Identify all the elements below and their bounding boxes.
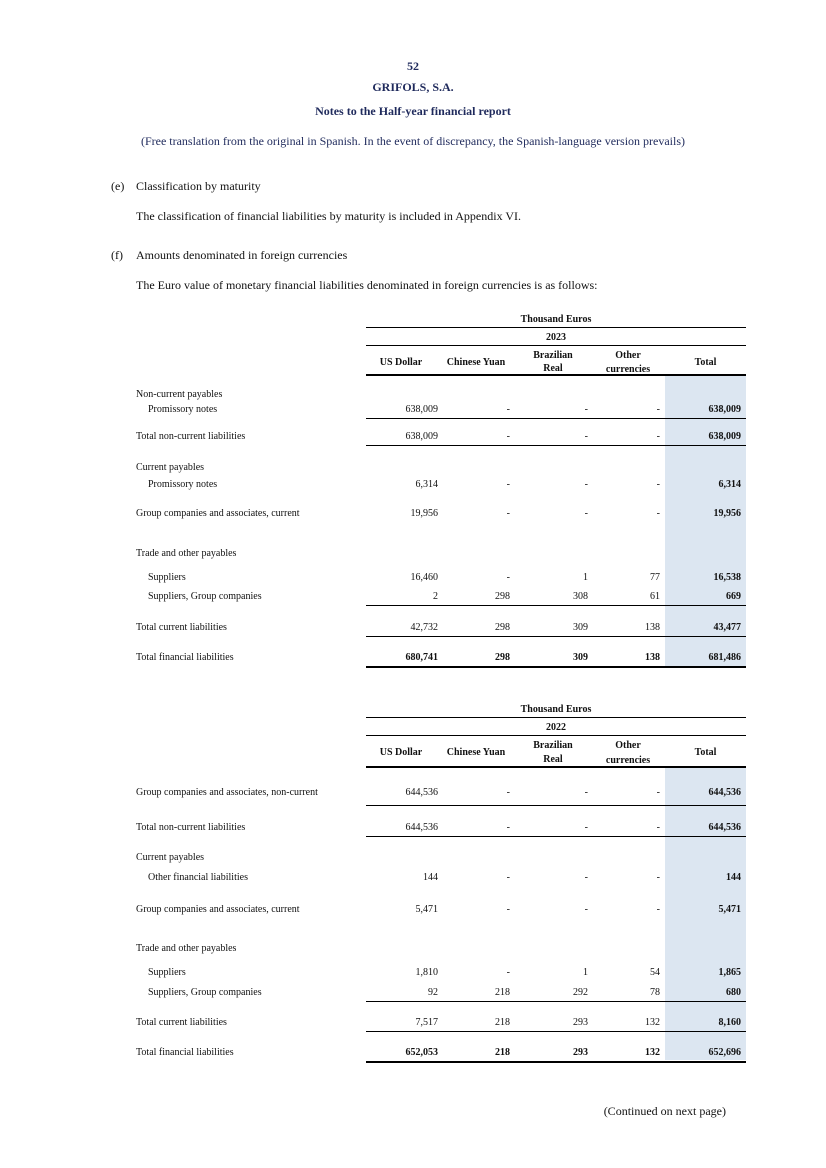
- cell-other: 132: [645, 1047, 660, 1058]
- cell-cny: -: [506, 822, 510, 833]
- year-header: 2022: [546, 722, 566, 733]
- cell-total: 144: [726, 872, 741, 883]
- col-cny: Chinese Yuan: [446, 747, 506, 758]
- cell-other: 138: [645, 622, 660, 633]
- col-total: Total: [694, 357, 717, 368]
- divider: [366, 636, 746, 637]
- divider: [366, 445, 746, 446]
- cell-brl: -: [584, 431, 588, 442]
- row-heading: Trade and other payables: [136, 943, 237, 954]
- divider: [366, 766, 746, 768]
- cell-cny: -: [506, 967, 510, 978]
- divider: [366, 666, 746, 668]
- cell-other: 138: [645, 652, 660, 663]
- cell-total: 644,536: [708, 822, 741, 833]
- col-brl-1: Brazilian: [533, 740, 573, 751]
- company-name: GRIFOLS, S.A.: [372, 80, 454, 94]
- section-e-letter: (e): [111, 179, 125, 193]
- cell-other: -: [656, 508, 660, 519]
- cell-cny: 218: [495, 987, 510, 998]
- report-title: Notes to the Half-year financial report: [315, 104, 511, 118]
- cell-cny: -: [506, 787, 510, 798]
- cell-cny: -: [506, 508, 510, 519]
- section-f-body: The Euro value of monetary financial liabilities denominated in foreign currencies is as follows:: [136, 278, 598, 292]
- cell-other: -: [656, 404, 660, 415]
- cell-cny: -: [506, 872, 510, 883]
- divider: [366, 1031, 746, 1032]
- col-usd: US Dollar: [379, 357, 423, 368]
- row-label: Total current liabilities: [136, 1017, 227, 1028]
- row-label: Group companies and associates, non-current: [136, 787, 318, 798]
- cell-cny: -: [506, 404, 510, 415]
- cell-cny: 218: [495, 1017, 510, 1028]
- row-label: Promissory notes: [148, 479, 218, 490]
- cell-brl: -: [584, 904, 588, 915]
- cell-brl: 1: [583, 572, 588, 583]
- col-other-1: Other: [615, 740, 641, 751]
- cell-total: 638,009: [708, 431, 741, 442]
- col-cny: Chinese Yuan: [446, 357, 506, 368]
- row-label: Total non-current liabilities: [136, 431, 246, 442]
- cell-total: 644,536: [708, 787, 741, 798]
- cell-brl: -: [584, 508, 588, 519]
- cell-total: 669: [726, 591, 741, 602]
- row-label: Group companies and associates, current: [136, 904, 300, 915]
- row-heading: Non-current payables: [136, 389, 223, 400]
- section-f-title: Amounts denominated in foreign currencies: [136, 248, 348, 262]
- cell-total: 43,477: [713, 622, 741, 633]
- cell-usd: 2: [433, 591, 438, 602]
- unit-header: Thousand Euros: [520, 314, 592, 325]
- cell-brl: 309: [573, 652, 588, 663]
- cell-usd: 680,741: [405, 652, 438, 663]
- cell-usd: 19,956: [410, 508, 438, 519]
- cell-total: 6,314: [718, 479, 741, 490]
- col-total: Total: [694, 747, 717, 758]
- cell-other: 77: [650, 572, 660, 583]
- year-header: 2023: [546, 332, 566, 343]
- cell-usd: 638,009: [405, 404, 438, 415]
- cell-cny: -: [506, 904, 510, 915]
- cell-total: 1,865: [718, 967, 741, 978]
- cell-brl: -: [584, 479, 588, 490]
- divider: [366, 605, 746, 606]
- row-heading: Current payables: [136, 462, 205, 473]
- cell-total: 19,956: [713, 508, 741, 519]
- cell-usd: 42,732: [410, 622, 438, 633]
- cell-cny: 298: [495, 622, 510, 633]
- section-e-title: Classification by maturity: [136, 179, 261, 193]
- divider: [366, 836, 746, 837]
- cell-other: 132: [645, 1017, 660, 1028]
- cell-total: 16,538: [713, 572, 741, 583]
- cell-usd: 6,314: [415, 479, 438, 490]
- cell-usd: 644,536: [405, 787, 438, 798]
- col-brl-2: Real: [543, 363, 563, 374]
- cell-brl: -: [584, 787, 588, 798]
- col-brl-2: Real: [543, 754, 563, 765]
- cell-cny: -: [506, 572, 510, 583]
- cell-total: 652,696: [708, 1047, 741, 1058]
- divider: [366, 805, 746, 806]
- continued-note: (Continued on next page): [603, 1104, 726, 1118]
- row-label: Total financial liabilities: [136, 1047, 234, 1058]
- cell-brl: 292: [573, 987, 588, 998]
- row-label: Suppliers: [148, 572, 186, 583]
- row-label: Promissory notes: [148, 404, 218, 415]
- unit-header: Thousand Euros: [520, 704, 592, 715]
- cell-other: -: [656, 822, 660, 833]
- cell-total: 8,160: [718, 1017, 741, 1028]
- cell-brl: 293: [573, 1017, 588, 1028]
- cell-usd: 16,460: [410, 572, 438, 583]
- cell-other: -: [656, 431, 660, 442]
- divider: [366, 327, 746, 328]
- row-label: Total current liabilities: [136, 622, 227, 633]
- cell-cny: -: [506, 431, 510, 442]
- cell-other: 54: [650, 967, 660, 978]
- row-label: Suppliers, Group companies: [148, 987, 262, 998]
- cell-brl: 293: [573, 1047, 588, 1058]
- row-label: Other financial liabilities: [148, 872, 248, 883]
- cell-other: 61: [650, 591, 660, 602]
- row-heading: Current payables: [136, 852, 205, 863]
- section-f-letter: (f): [111, 248, 123, 262]
- cell-other: -: [656, 479, 660, 490]
- cell-usd: 638,009: [405, 431, 438, 442]
- divider: [366, 735, 746, 736]
- divider: [366, 1001, 746, 1002]
- col-brl-1: Brazilian: [533, 350, 573, 361]
- cell-cny: -: [506, 479, 510, 490]
- cell-usd: 644,536: [405, 822, 438, 833]
- row-label: Suppliers, Group companies: [148, 591, 262, 602]
- cell-brl: 1: [583, 967, 588, 978]
- translation-note: (Free translation from the original in Spanish. In the event of discrepancy, the Spanish-language version prevails): [140, 134, 686, 148]
- row-label: Total non-current liabilities: [136, 822, 246, 833]
- page-number: 52: [407, 59, 419, 73]
- cell-usd: 652,053: [405, 1047, 438, 1058]
- divider: [366, 418, 746, 419]
- row-heading: Trade and other payables: [136, 548, 237, 559]
- cell-cny: 298: [495, 591, 510, 602]
- row-label: Total financial liabilities: [136, 652, 234, 663]
- cell-brl: -: [584, 404, 588, 415]
- divider: [366, 374, 746, 376]
- cell-usd: 92: [428, 987, 438, 998]
- cell-other: -: [656, 787, 660, 798]
- cell-brl: 309: [573, 622, 588, 633]
- row-label: Group companies and associates, current: [136, 508, 300, 519]
- cell-total: 681,486: [708, 652, 741, 663]
- cell-other: -: [656, 904, 660, 915]
- divider: [366, 717, 746, 718]
- cell-brl: -: [584, 822, 588, 833]
- cell-total: 5,471: [718, 904, 741, 915]
- divider: [366, 345, 746, 346]
- row-label: Suppliers: [148, 967, 186, 978]
- cell-total: 638,009: [708, 404, 741, 415]
- col-other-1: Other: [615, 350, 641, 361]
- col-other-2: currencies: [605, 364, 651, 375]
- cell-other: -: [656, 872, 660, 883]
- col-other-2: currencies: [605, 755, 651, 766]
- col-usd: US Dollar: [379, 747, 423, 758]
- cell-total: 680: [726, 987, 741, 998]
- section-e-body: The classification of financial liabilities by maturity is included in Appendix VI.: [136, 209, 522, 223]
- cell-usd: 1,810: [415, 967, 438, 978]
- divider: [366, 1061, 746, 1063]
- cell-cny: 218: [495, 1047, 510, 1058]
- cell-brl: -: [584, 872, 588, 883]
- cell-usd: 144: [423, 872, 438, 883]
- cell-usd: 7,517: [415, 1017, 438, 1028]
- cell-brl: 308: [573, 591, 588, 602]
- cell-cny: 298: [495, 652, 510, 663]
- cell-other: 78: [650, 987, 660, 998]
- cell-usd: 5,471: [415, 904, 438, 915]
